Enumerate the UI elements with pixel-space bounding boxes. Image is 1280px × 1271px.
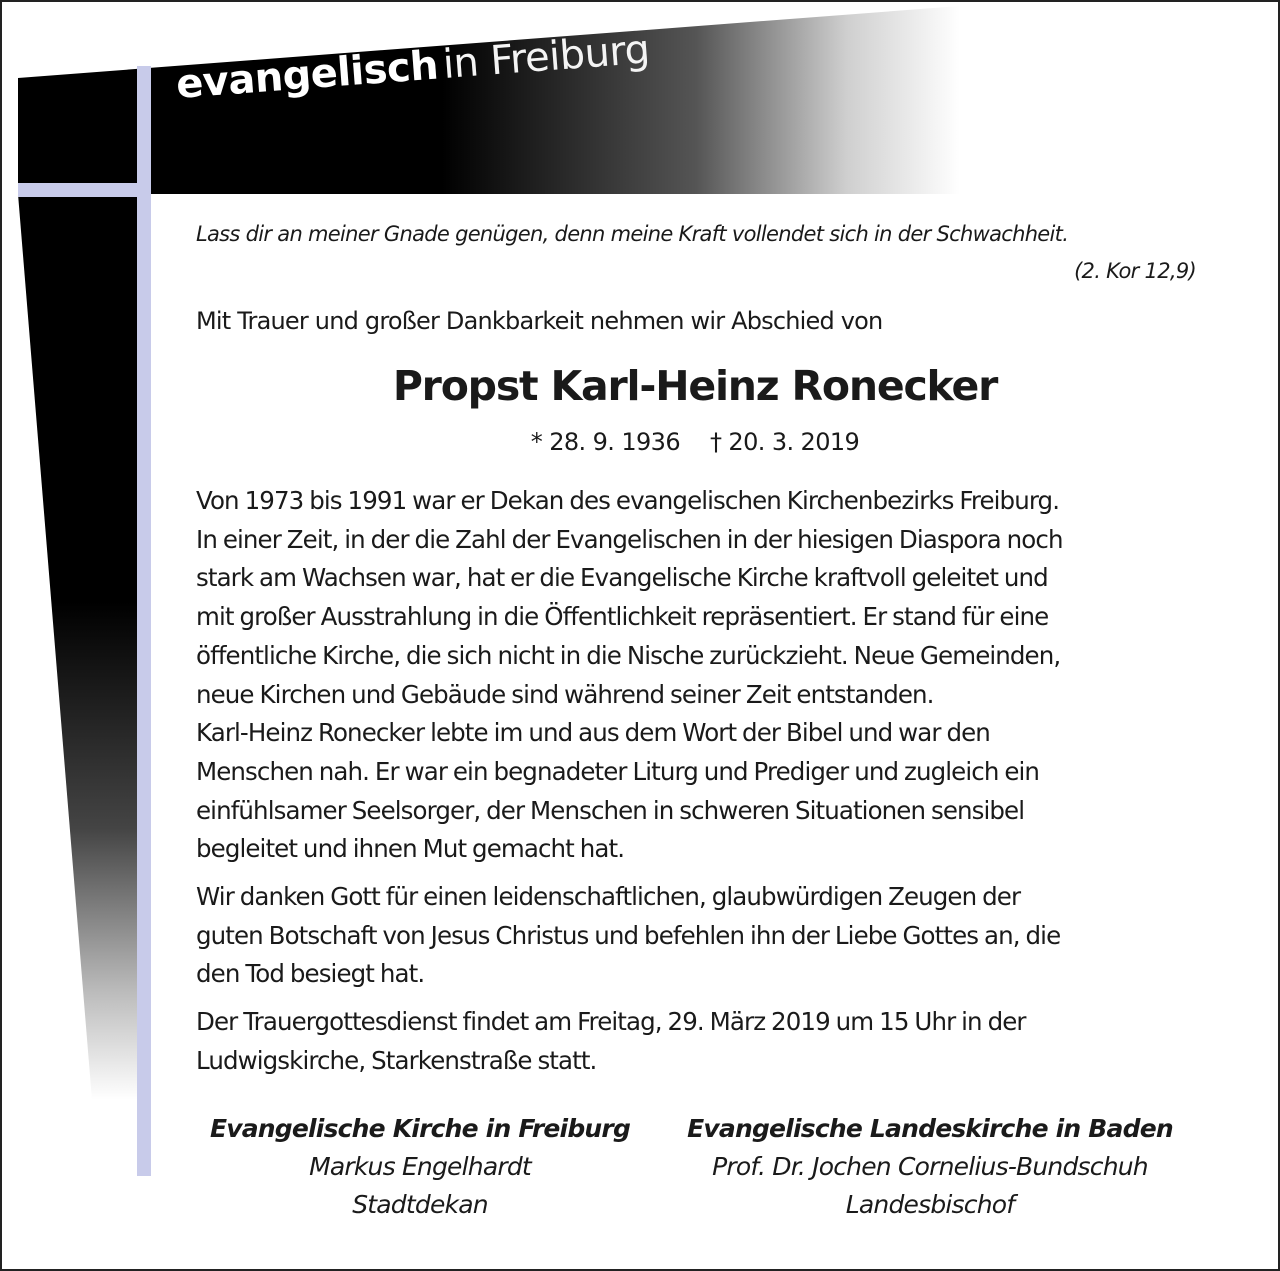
- verse-reference: (2. Kor 12,9): [1074, 259, 1196, 283]
- text-line: Menschen nah. Er war ein begnadeter Liturg und Prediger und zugleich ein: [196, 756, 1040, 786]
- bible-verse: [196, 216, 1196, 290]
- cross-line-horizontal: [18, 183, 150, 197]
- obituary-body: [196, 482, 1206, 1090]
- signature-person: Markus Engelhardt: [309, 1152, 531, 1181]
- text-line: begleitet und ihnen Mut gemacht hat.: [196, 834, 625, 864]
- text-line: Wir danken Gott für einen leidenschaftlichen, glaubwürdigen Zeugen der: [196, 882, 1021, 912]
- signature-organization: Evangelische Landeskirche in Baden: [687, 1114, 1173, 1143]
- text-line: Der Trauergottesdienst findet am Freitag, 29. März 2019 um 15 Uhr in der: [196, 1007, 1026, 1037]
- paragraph-biography: [196, 482, 1206, 869]
- signature-left: [200, 1110, 640, 1224]
- text-line: Von 1973 bis 1991 war er Dekan des evangelischen Kirchenbezirks Freiburg.: [196, 486, 1060, 515]
- cross-beam: [18, 194, 150, 1100]
- banner-title-light: in Freiburg: [441, 26, 652, 88]
- text-line: mit großer Ausstrahlung in die Öffentlichkeit repräsentiert. Er stand für eine: [196, 602, 1049, 632]
- intro-line: Mit Trauer und großer Dankbarkeit nehmen wir Abschied von: [196, 307, 883, 335]
- text-line: Karl-Heinz Ronecker lebte im und aus dem Wort der Bibel und war den: [196, 718, 990, 748]
- text-line: guten Botschaft von Jesus Christus und befehlen ihn der Liebe Gottes an, die: [196, 920, 1061, 950]
- signature-right: [680, 1110, 1180, 1224]
- text-line: neue Kirchen und Gebäude sind während seiner Zeit entstanden.: [196, 679, 934, 709]
- banner-title-bold: evangelisch: [174, 42, 440, 108]
- paragraph-thanks: [196, 878, 1206, 994]
- life-dates: [0, 428, 1280, 456]
- signature-organization: Evangelische Kirche in Freiburg: [209, 1114, 631, 1143]
- paragraph-service: [196, 1003, 1206, 1080]
- text-line: den Tod besiegt hat.: [196, 959, 425, 989]
- text-line: stark am Wachsen war, hat er die Evangelische Kirche kraftvoll geleitet und: [196, 563, 1048, 593]
- text-line: öffentliche Kirche, die sich nicht in die Nische zurückzieht. Neue Gemeinden,: [196, 640, 1061, 670]
- banner-band: [18, 6, 960, 194]
- death-date: † 20. 3. 2019: [710, 428, 860, 456]
- signature-role: Landesbischof: [845, 1190, 1015, 1219]
- text-line: In einer Zeit, in der die Zahl der Evangelischen in der hiesigen Diaspora noch: [196, 524, 1063, 554]
- birth-date: * 28. 9. 1936: [530, 428, 680, 456]
- cross-line-vertical: [137, 66, 151, 1176]
- verse-text: Lass dir an meiner Gnade genügen, denn meine Kraft vollendet sich in der Schwachheit.: [196, 222, 1069, 246]
- signature-person: Prof. Dr. Jochen Cornelius-Bundschuh: [712, 1152, 1148, 1181]
- text-line: Ludwigskirche, Starkenstraße statt.: [196, 1045, 597, 1075]
- deceased-name: Propst Karl-Heinz Ronecker: [392, 362, 998, 410]
- signature-role: Stadtdekan: [352, 1190, 488, 1219]
- text-line: einfühlsamer Seelsorger, der Menschen in schweren Situationen sensibel: [196, 795, 1025, 825]
